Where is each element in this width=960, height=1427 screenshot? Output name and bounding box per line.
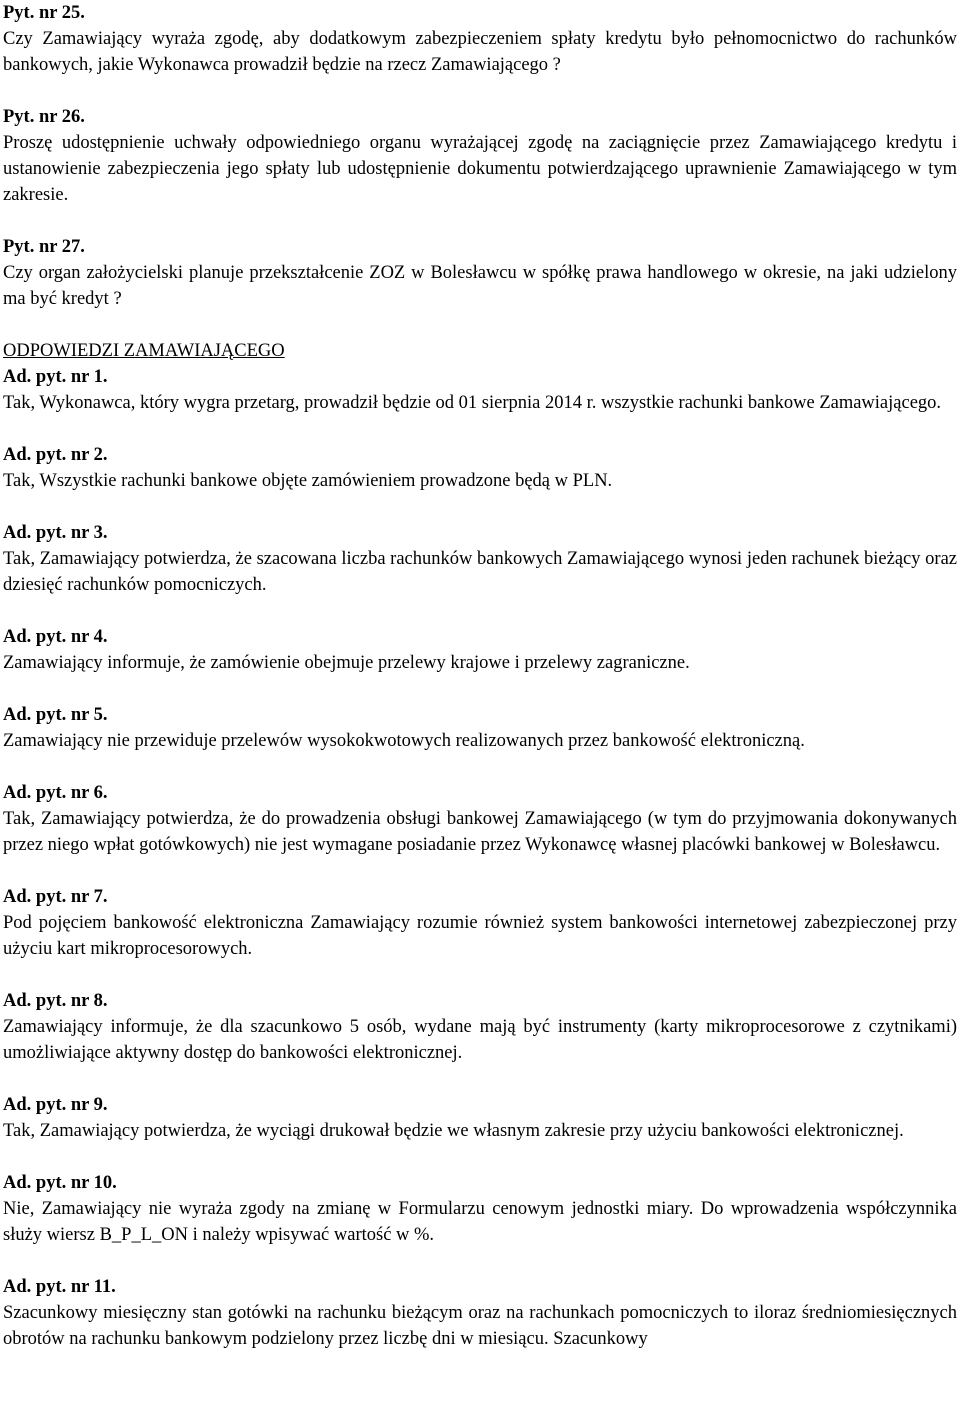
answer-7 bbox=[3, 884, 957, 962]
answer-text: Zamawiający nie przewiduje przelewów wysokokwotowych realizowanych przez bankowość elektroniczną. bbox=[3, 731, 805, 751]
answer-text: Zamawiający informuje, że dla szacunkowo 5 osób, wydane mają być instrumenty (karty mikroprocesorowe z czytnikami) umożliwiające aktywny dostęp do bankowości elektronicznej. bbox=[3, 1017, 957, 1063]
answer-heading: Ad. pyt. nr 10. bbox=[3, 1173, 117, 1193]
question-26 bbox=[3, 104, 957, 208]
answer-text: Tak, Wykonawca, który wygra przetarg, prowadził będzie od 01 sierpnia 2014 r. wszystkie rachunki bankowe Zamawiającego. bbox=[3, 393, 942, 413]
question-heading: Pyt. nr 27. bbox=[3, 237, 85, 257]
answer-heading: Ad. pyt. nr 7. bbox=[3, 887, 108, 907]
answer-text: Tak, Zamawiający potwierdza, że szacowana liczba rachunków bankowych Zamawiającego wynosi jeden rachunek bieżący oraz dziesięć rachunków pomocniczych. bbox=[3, 549, 957, 595]
answer-8 bbox=[3, 988, 957, 1066]
answer-text: Zamawiający informuje, że zamówienie obejmuje przelewy krajowe i przelewy zagraniczne. bbox=[3, 653, 690, 673]
document-page bbox=[3, 0, 957, 1352]
answer-text: Nie, Zamawiający nie wyraża zgody na zmianę w Formularzu cenowym jednostki miary. Do wprowadzenia współczynnika służy wiersz B_P_L_ON i należy wpisywać wartość w %. bbox=[3, 1199, 957, 1245]
answer-1 bbox=[3, 364, 957, 416]
answer-4 bbox=[3, 624, 957, 676]
question-heading: Pyt. nr 26. bbox=[3, 107, 85, 127]
answer-text: Pod pojęciem bankowość elektroniczna Zamawiający rozumie również system bankowości internetowej zabezpieczonej przy użyciu kart mikroprocesorowych. bbox=[3, 913, 957, 959]
answer-text: Szacunkowy miesięczny stan gotówki na rachunku bieżącym oraz na rachunkach pomocniczych to iloraz średniomiesięcznych obrotów na rachunku bankowym podzielony przez liczbę dni w miesiącu. Szacunkowy bbox=[3, 1303, 957, 1349]
answer-heading: Ad. pyt. nr 2. bbox=[3, 445, 108, 465]
answer-heading: Ad. pyt. nr 11. bbox=[3, 1277, 116, 1297]
answer-9 bbox=[3, 1092, 957, 1144]
answer-10 bbox=[3, 1170, 957, 1248]
answer-3 bbox=[3, 520, 957, 598]
answers-title: ODPOWIEDZI ZAMAWIAJĄCEGO bbox=[3, 341, 285, 361]
answer-text: Tak, Zamawiający potwierdza, że wyciągi drukował będzie we własnym zakresie przy użyciu bankowości elektronicznej. bbox=[3, 1121, 904, 1141]
answer-heading: Ad. pyt. nr 3. bbox=[3, 523, 108, 543]
question-text: Czy Zamawiający wyraża zgodę, aby dodatkowym zabezpieczeniem spłaty kredytu było pełnomocnictwo do rachunków bankowych, jakie Wykonawca prowadził będzie na rzecz Zamawiającego ? bbox=[3, 29, 957, 75]
answer-heading: Ad. pyt. nr 4. bbox=[3, 627, 108, 647]
question-text: Proszę udostępnienie uchwały odpowiedniego organu wyrażającej zgodę na zaciągnięcie przez Zamawiającego kredytu i ustanowienie zabezpieczenia jego spłaty lub udostępnienie dokumentu potwierdzającego uprawnienie Zamawiającego w tym zakresie. bbox=[3, 133, 957, 205]
answer-heading: Ad. pyt. nr 8. bbox=[3, 991, 108, 1011]
question-25 bbox=[3, 0, 957, 78]
answer-heading: Ad. pyt. nr 1. bbox=[3, 367, 108, 387]
answer-6 bbox=[3, 780, 957, 858]
answer-text: Tak, Wszystkie rachunki bankowe objęte zamówieniem prowadzone będą w PLN. bbox=[3, 471, 613, 491]
question-text: Czy organ założycielski planuje przekształcenie ZOZ w Bolesławcu w spółkę prawa handlowego w okresie, na jaki udzielony ma być kredyt ? bbox=[3, 263, 957, 309]
answer-11 bbox=[3, 1274, 957, 1352]
question-heading: Pyt. nr 25. bbox=[3, 3, 85, 23]
answer-heading: Ad. pyt. nr 5. bbox=[3, 705, 108, 725]
answer-heading: Ad. pyt. nr 9. bbox=[3, 1095, 108, 1115]
question-27 bbox=[3, 234, 957, 312]
answer-2 bbox=[3, 442, 957, 494]
answer-text: Tak, Zamawiający potwierdza, że do prowadzenia obsługi bankowej Zamawiającego (w tym do przyjmowania dokonywanych przez niego wpłat gotówkowych) nie jest wymagane posiadanie przez Wykonawcę własnej placówki bankowej w Bolesławcu. bbox=[3, 809, 957, 855]
answer-5 bbox=[3, 702, 957, 754]
answer-heading: Ad. pyt. nr 6. bbox=[3, 783, 108, 803]
